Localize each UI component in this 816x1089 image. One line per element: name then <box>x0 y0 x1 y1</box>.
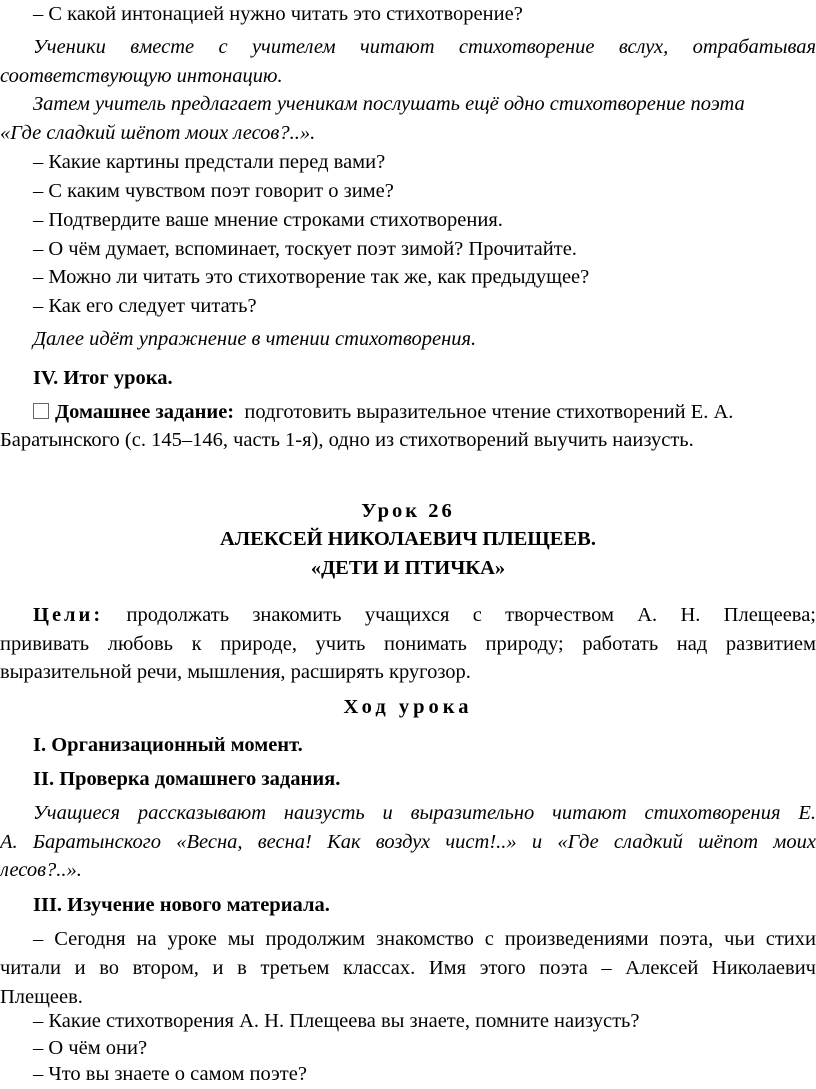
goals-line: выразительной речи, мышления, расширять кругозор. <box>0 661 471 683</box>
lesson-author: АЛЕКСЕЙ НИКОЛАЕВИЧ ПЛЕЩЕЕВ. <box>220 528 596 550</box>
lesson-title: «ДЕТИ И ПТИЧКА» <box>310 557 506 579</box>
paragraph-line: соответствующую интонацию. <box>0 65 283 87</box>
paragraph-line: Ученики вместе с учителем читают стихотворение вслух, отрабатывая <box>33 36 816 58</box>
question-item: – Что вы знаете о самом поэте? <box>33 1063 307 1085</box>
section-heading: III. Изучение нового материала. <box>33 894 330 916</box>
goals-line <box>0 601 816 630</box>
question-item: – О чём думает, вспоминает, тоскует поэт зимой? Прочитайте. <box>33 238 577 260</box>
course-heading: Ход урока <box>343 696 473 718</box>
question-intonation: – С какой интонацией нужно читать это стихотворение? <box>33 3 523 25</box>
paragraph-line: «Где сладкий шёпот моих лесов?..». <box>0 122 316 144</box>
checkbox-square-icon <box>33 403 49 419</box>
question-item: – О чём они? <box>33 1037 148 1059</box>
goals-line: прививать любовь к природе, учить понимать природу; работать над развитием <box>0 633 816 655</box>
lesson-number: Урок 26 <box>361 500 455 522</box>
section-heading: II. Проверка домашнего задания. <box>33 768 341 790</box>
paragraph-line: – Сегодня на уроке мы продолжим знакомство с произведениями поэта, чьи стихи <box>33 928 816 950</box>
question-item: – Какие картины предстали перед вами? <box>33 151 386 173</box>
goals-text: продолжать знакомить учащихся с творчеством А. Н. Плещеева; <box>126 604 816 626</box>
homework-text: подготовить выразительное чтение стихотворений Е. А. <box>244 401 734 423</box>
question-item: – Подтвердите ваше мнение строками стихотворения. <box>33 209 503 231</box>
question-item: – С каким чувством поэт говорит о зиме? <box>33 180 394 202</box>
question-item: – Как его следует читать? <box>33 295 257 317</box>
paragraph-line: читали и во втором, и в третьем классах. Имя этого поэта – Алексей Николаевич <box>0 957 816 979</box>
question-item: – Какие стихотворения А. Н. Плещеева вы знаете, помните наизусть? <box>33 1010 640 1032</box>
question-item: – Можно ли читать это стихотворение так же, как предыдущее? <box>33 266 590 288</box>
paragraph-line: Учащиеся рассказывают наизусть и выразительно читают стихотворения Е. <box>33 802 816 824</box>
homework-line <box>0 398 816 427</box>
paragraph-line: Далее идёт упражнение в чтении стихотворения. <box>33 328 477 350</box>
paragraph-line: Затем учитель предлагает ученикам послушать ещё одно стихотворение поэта <box>33 93 745 115</box>
section-heading: IV. Итог урока. <box>33 367 173 389</box>
paragraph-line: Плещеев. <box>0 986 83 1008</box>
homework-label: Домашнее задание: <box>55 401 235 423</box>
section-heading: I. Организационный момент. <box>33 734 303 756</box>
paragraph-line: лесов?..». <box>0 859 82 881</box>
goals-label: Цели: <box>33 604 104 626</box>
homework-line: Баратынского (с. 145–146, часть 1-я), одно из стихотворений выучить наизусть. <box>0 429 694 451</box>
paragraph-line: А. Баратынского «Весна, весна! Как воздух чист!..» и «Где сладкий шёпот моих <box>0 831 816 853</box>
